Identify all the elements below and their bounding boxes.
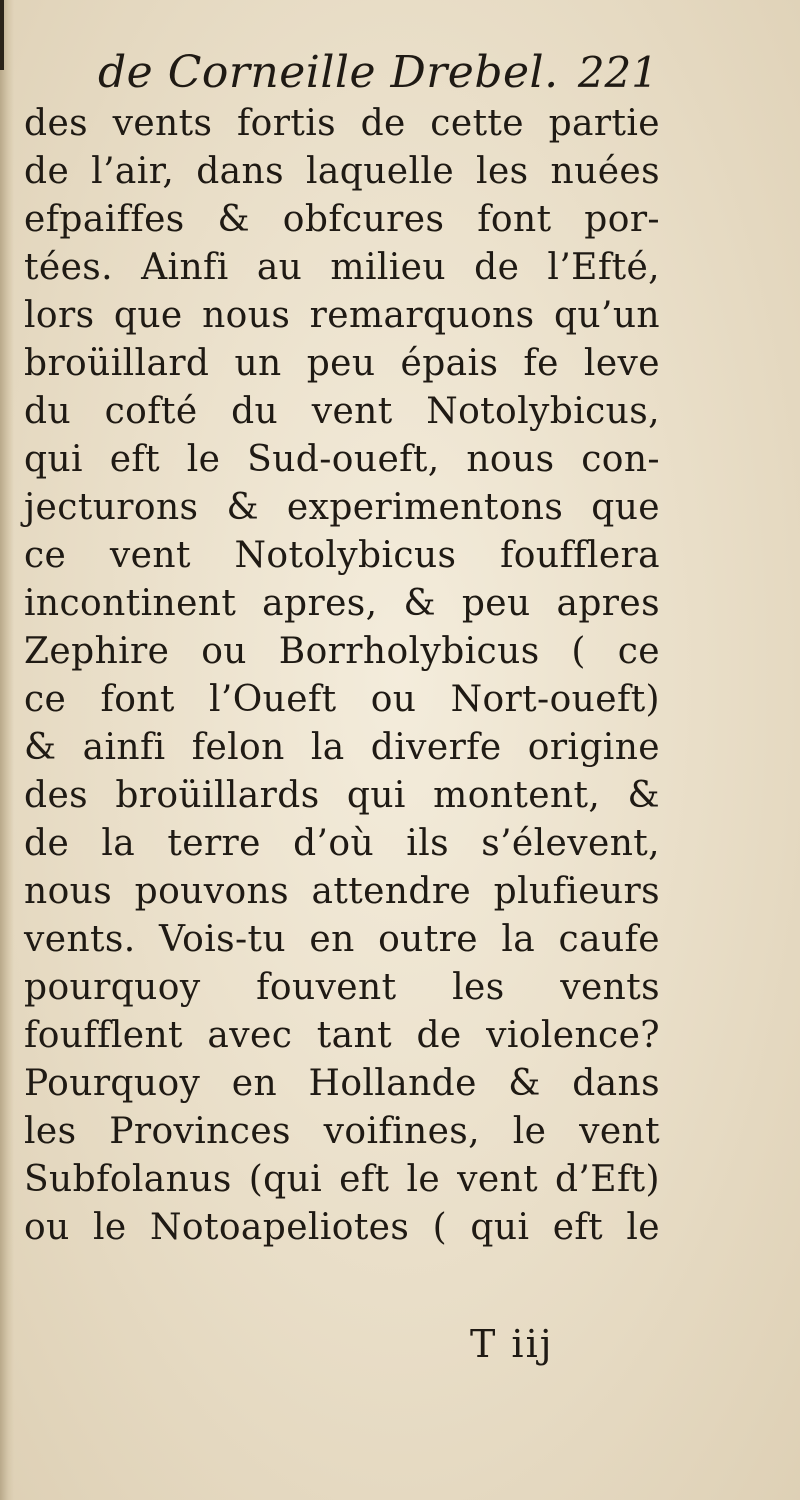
- text-line-15: des broüillards qui montent, &: [24, 775, 660, 816]
- running-head: [98, 42, 658, 104]
- text-line-8: qui eft le Sud-oueft, nous con-: [24, 439, 660, 480]
- text-line-2: de l’air, dans laquelle les nuées: [24, 151, 660, 192]
- text-line-9: jecturons & experimentons que: [24, 487, 660, 528]
- text-line-12: Zephire ou Borrholybicus ( ce: [24, 631, 660, 672]
- text-line-3: efpaiffes & obfcures font por-: [24, 199, 660, 240]
- text-line-21: Pourquoy en Hollande & dans: [24, 1063, 660, 1104]
- body-text: [24, 100, 660, 1252]
- text-line-22: les Provinces voifines, le vent: [24, 1111, 660, 1152]
- text-line-6: broüillard un peu épais fe leve: [24, 343, 660, 384]
- text-line-24: ou le Notoapeliotes ( qui eft le: [24, 1207, 660, 1248]
- text-line-20: foufflent avec tant de violence?: [24, 1015, 660, 1056]
- text-line-1: des vents fortis de cette partie: [24, 103, 660, 144]
- page-number: 221: [577, 48, 658, 97]
- text-line-23: Subfolanus (qui eft le vent d’Eft): [24, 1159, 660, 1200]
- text-line-14: & ainfi felon la diverfe origine: [24, 727, 660, 768]
- text-line-5: lors que nous remarquons qu’un: [24, 295, 660, 336]
- running-title: de Corneille Drebel.: [98, 47, 559, 98]
- text-line-11: incontinent apres, & peu apres: [24, 583, 660, 624]
- text-line-17: nous pouvons attendre plufieurs: [24, 871, 660, 912]
- page-gutter: [0, 0, 14, 1500]
- text-line-13: ce font l’Oueft ou Nort-oueft): [24, 679, 660, 720]
- text-line-18: vents. Vois-tu en outre la caufe: [24, 919, 660, 960]
- text-line-16: de la terre d’où ils s’élevent,: [24, 823, 660, 864]
- gutter-mark: [0, 0, 4, 70]
- signature-mark: T iij: [470, 1322, 554, 1366]
- text-line-19: pourquoy fouvent les vents: [24, 967, 660, 1008]
- text-line-4: tées. Ainfi au milieu de l’Efté,: [24, 247, 660, 288]
- text-line-7: du cofté du vent Notolybicus,: [24, 391, 660, 432]
- text-line-10: ce vent Notolybicus foufflera: [24, 535, 660, 576]
